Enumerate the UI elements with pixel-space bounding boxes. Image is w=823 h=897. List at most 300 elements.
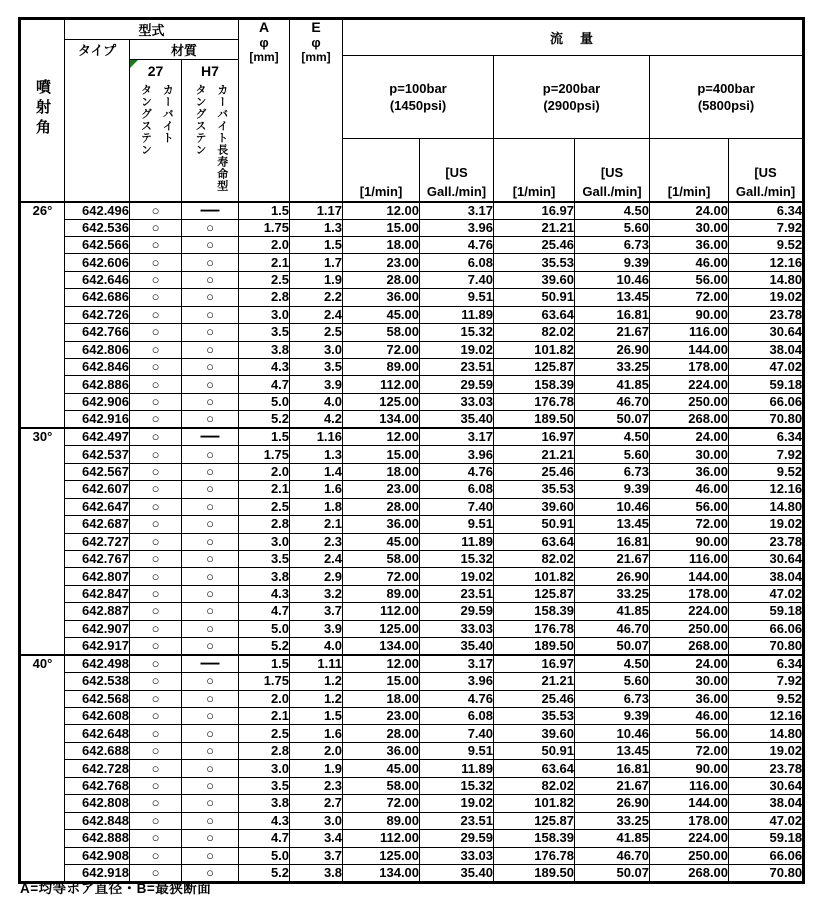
column-header-material-27	[130, 60, 182, 202]
column-header-e-diameter	[290, 19, 343, 202]
flow-100bar-usgal: 33.03	[420, 847, 494, 864]
table-row	[20, 708, 804, 725]
flow-200bar-usgal: 4.50	[575, 655, 650, 673]
table-row	[20, 428, 804, 446]
material-27-mark: ○	[130, 202, 182, 220]
material-27-mark: ○	[130, 219, 182, 236]
flow-400bar-usgal: 59.18	[729, 830, 804, 847]
material-27-mark: ○	[130, 742, 182, 759]
e-diameter-value: 1.17	[290, 202, 343, 220]
type-number: 642.888	[65, 830, 130, 847]
table-row	[20, 760, 804, 777]
e-diameter-value: 4.0	[290, 393, 343, 410]
table-row	[20, 446, 804, 463]
flow-200bar-usgal: 26.90	[575, 341, 650, 358]
flow-400bar-lmin: 144.00	[650, 795, 729, 812]
material-27-mark: ○	[130, 341, 182, 358]
flow-400bar-lmin: 46.00	[650, 254, 729, 271]
flow-400bar-usgal: 59.18	[729, 376, 804, 393]
flow-100bar-usgal: 35.40	[420, 411, 494, 429]
flow-200bar-usgal: 5.60	[575, 219, 650, 236]
pressure-psi-label: (5800psi)	[697, 98, 755, 113]
material-27-mark: ○	[130, 324, 182, 341]
material-h7-mark: ○	[182, 673, 239, 690]
spray-angle-value: 26°	[20, 202, 65, 429]
material-h7-mark: ○	[182, 830, 239, 847]
flow-200bar-lmin: 125.87	[494, 812, 575, 829]
type-number: 642.916	[65, 411, 130, 429]
material-h7-mark: ○	[182, 603, 239, 620]
material-h7-name-left: タングステン	[194, 84, 206, 156]
type-number: 642.906	[65, 393, 130, 410]
a-diameter-value: 2.0	[239, 690, 290, 707]
flow-100bar-lmin: 15.00	[343, 673, 420, 690]
flow-100bar-lmin: 125.00	[343, 393, 420, 410]
material-27-mark: ○	[130, 359, 182, 376]
flow-200bar-lmin: 50.91	[494, 289, 575, 306]
material-h7-mark: ○	[182, 742, 239, 759]
flow-400bar-lmin: 30.00	[650, 673, 729, 690]
flow-400bar-lmin: 56.00	[650, 271, 729, 288]
type-number: 642.768	[65, 777, 130, 794]
table-row	[20, 585, 804, 602]
flow-100bar-lmin: 15.00	[343, 446, 420, 463]
flow-100bar-usgal: 19.02	[420, 341, 494, 358]
a-diameter-value: 1.5	[239, 655, 290, 673]
type-number: 642.498	[65, 655, 130, 673]
flow-400bar-lmin: 224.00	[650, 376, 729, 393]
flow-400bar-usgal: 9.52	[729, 690, 804, 707]
flow-200bar-usgal: 6.73	[575, 463, 650, 480]
material-h7-mark: ○	[182, 359, 239, 376]
unit-gal-label: Gall./min]	[735, 183, 796, 199]
flow-200bar-usgal: 46.70	[575, 393, 650, 410]
pressure-psi-label: (1450psi)	[389, 98, 447, 113]
column-header-spray-angle	[20, 19, 65, 202]
material-h7-mark: ○	[182, 533, 239, 550]
e-diameter-value: 3.9	[290, 620, 343, 637]
unit-us-label: [US	[445, 164, 468, 180]
flow-200bar-usgal: 6.73	[575, 690, 650, 707]
table-row	[20, 289, 804, 306]
flow-200bar-usgal: 41.85	[575, 830, 650, 847]
material-h7-name-right: カーバイト長寿命型	[215, 84, 228, 192]
table-row	[20, 673, 804, 690]
flow-400bar-usgal: 70.80	[729, 411, 804, 429]
material-27-name-left: タングステン	[139, 84, 152, 156]
flow-200bar-usgal: 9.39	[575, 708, 650, 725]
a-diameter-value: 5.0	[239, 393, 290, 410]
a-diameter-value: 2.8	[239, 516, 290, 533]
flow-100bar-lmin: 89.00	[343, 585, 420, 602]
flow-200bar-usgal: 10.46	[575, 498, 650, 515]
a-diameter-value: 2.0	[239, 463, 290, 480]
material-27-mark: ○	[130, 568, 182, 585]
table-row	[20, 777, 804, 794]
e-diameter-value: 2.4	[290, 550, 343, 567]
flow-200bar-usgal: 16.81	[575, 760, 650, 777]
flow-100bar-lmin: 134.00	[343, 411, 420, 429]
flow-100bar-lmin: 12.00	[343, 428, 420, 446]
e-diameter-value: 2.3	[290, 777, 343, 794]
flow-100bar-usgal: 7.40	[420, 498, 494, 515]
material-27-mark: ○	[130, 289, 182, 306]
flow-200bar-lmin: 25.46	[494, 236, 575, 253]
flow-200bar-lmin: 158.39	[494, 830, 575, 847]
flow-400bar-usgal: 19.02	[729, 516, 804, 533]
material-h7-mark: ○	[182, 812, 239, 829]
unit-us-label: [US	[754, 164, 777, 180]
flow-200bar-lmin: 176.78	[494, 847, 575, 864]
flow-200bar-lmin: 101.82	[494, 341, 575, 358]
material-27-name	[130, 84, 181, 156]
flow-200bar-lmin: 50.91	[494, 742, 575, 759]
flow-100bar-lmin: 28.00	[343, 498, 420, 515]
flow-200bar-usgal: 46.70	[575, 847, 650, 864]
e-phi-symbol: φ	[311, 35, 321, 50]
material-27-mark: ○	[130, 708, 182, 725]
flow-200bar-usgal: 50.07	[575, 638, 650, 656]
flow-100bar-usgal: 9.51	[420, 516, 494, 533]
flow-200bar-lmin: 16.97	[494, 202, 575, 220]
flow-100bar-lmin: 36.00	[343, 289, 420, 306]
unit-usgal-400bar	[729, 139, 804, 202]
flow-100bar-lmin: 23.00	[343, 481, 420, 498]
flow-400bar-usgal: 14.80	[729, 725, 804, 742]
e-diameter-value: 1.5	[290, 708, 343, 725]
flow-100bar-lmin: 18.00	[343, 463, 420, 480]
flow-400bar-lmin: 30.00	[650, 219, 729, 236]
flow-200bar-lmin: 35.53	[494, 481, 575, 498]
flow-200bar-lmin: 189.50	[494, 864, 575, 882]
flow-200bar-usgal: 4.50	[575, 202, 650, 220]
flow-200bar-usgal: 46.70	[575, 620, 650, 637]
material-27-mark: ○	[130, 795, 182, 812]
material-27-mark: ○	[130, 271, 182, 288]
flow-100bar-lmin: 72.00	[343, 341, 420, 358]
pressure-bar-label: p=400bar	[697, 81, 755, 96]
flow-100bar-usgal: 19.02	[420, 568, 494, 585]
flow-200bar-usgal: 13.45	[575, 289, 650, 306]
type-number: 642.687	[65, 516, 130, 533]
flow-100bar-usgal: 3.96	[420, 673, 494, 690]
flow-200bar-lmin: 189.50	[494, 638, 575, 656]
material-h7-mark: ○	[182, 271, 239, 288]
material-27-mark: ○	[130, 812, 182, 829]
e-diameter-value: 3.2	[290, 585, 343, 602]
a-diameter-value: 4.3	[239, 585, 290, 602]
flow-400bar-lmin: 24.00	[650, 655, 729, 673]
type-number: 642.647	[65, 498, 130, 515]
type-number: 642.727	[65, 533, 130, 550]
flow-400bar-usgal: 19.02	[729, 289, 804, 306]
type-number: 642.846	[65, 359, 130, 376]
table-row	[20, 341, 804, 358]
flow-400bar-usgal: 47.02	[729, 359, 804, 376]
material-h7-mark: ○	[182, 376, 239, 393]
flow-100bar-lmin: 72.00	[343, 568, 420, 585]
flow-100bar-lmin: 23.00	[343, 708, 420, 725]
e-diameter-value: 1.5	[290, 236, 343, 253]
flow-200bar-usgal: 33.25	[575, 585, 650, 602]
table-header	[20, 19, 804, 202]
flow-400bar-lmin: 224.00	[650, 603, 729, 620]
a-diameter-value: 2.1	[239, 481, 290, 498]
material-h7-mark: ○	[182, 411, 239, 429]
flow-200bar-lmin: 39.60	[494, 498, 575, 515]
table-body	[20, 202, 804, 883]
material-27-mark: ○	[130, 690, 182, 707]
flow-400bar-usgal: 47.02	[729, 812, 804, 829]
spray-angle-value: 40°	[20, 655, 65, 882]
flow-100bar-usgal: 3.17	[420, 428, 494, 446]
a-diameter-value: 1.75	[239, 219, 290, 236]
flow-100bar-usgal: 23.51	[420, 359, 494, 376]
spray-angle-value: 30°	[20, 428, 65, 655]
type-number: 642.567	[65, 463, 130, 480]
table-row	[20, 620, 804, 637]
e-diameter-value: 2.9	[290, 568, 343, 585]
spray-angle-label: 噴射角	[34, 78, 51, 139]
flow-100bar-usgal: 15.32	[420, 550, 494, 567]
flow-200bar-usgal: 5.60	[575, 446, 650, 463]
flow-400bar-lmin: 116.00	[650, 550, 729, 567]
flow-400bar-lmin: 36.00	[650, 690, 729, 707]
flow-400bar-usgal: 19.02	[729, 742, 804, 759]
a-diameter-value: 4.7	[239, 603, 290, 620]
flow-100bar-usgal: 15.32	[420, 324, 494, 341]
a-diameter-value: 2.1	[239, 708, 290, 725]
flow-100bar-usgal: 33.03	[420, 393, 494, 410]
material-27-mark: ○	[130, 306, 182, 323]
material-h7-mark: —	[182, 202, 239, 220]
column-header-material-h7	[182, 60, 239, 202]
flow-400bar-usgal: 70.80	[729, 638, 804, 656]
a-diameter-value: 2.5	[239, 271, 290, 288]
material-h7-mark: ○	[182, 324, 239, 341]
flow-400bar-lmin: 36.00	[650, 236, 729, 253]
flow-200bar-usgal: 41.85	[575, 376, 650, 393]
table-row	[20, 254, 804, 271]
a-phi-symbol: φ	[259, 35, 269, 50]
table-row	[20, 359, 804, 376]
flow-200bar-lmin: 35.53	[494, 708, 575, 725]
flow-200bar-usgal: 33.25	[575, 359, 650, 376]
flow-200bar-lmin: 82.02	[494, 324, 575, 341]
unit-lmin-label: [1/min]	[512, 183, 556, 199]
material-h7-mark: ○	[182, 620, 239, 637]
a-unit: [mm]	[249, 50, 279, 64]
material-27-mark: ○	[130, 481, 182, 498]
table-row	[20, 830, 804, 847]
column-header-pressure-100bar	[343, 56, 494, 139]
flow-400bar-lmin: 72.00	[650, 289, 729, 306]
flow-400bar-lmin: 144.00	[650, 341, 729, 358]
flow-100bar-usgal: 3.96	[420, 219, 494, 236]
a-diameter-value: 2.8	[239, 742, 290, 759]
flow-200bar-lmin: 16.97	[494, 428, 575, 446]
e-diameter-value: 2.7	[290, 795, 343, 812]
unit-us-label: [US	[600, 164, 624, 180]
material-27-mark: ○	[130, 638, 182, 656]
a-diameter-value: 3.0	[239, 306, 290, 323]
flow-100bar-usgal: 7.40	[420, 725, 494, 742]
type-number: 642.648	[65, 725, 130, 742]
flow-400bar-usgal: 30.64	[729, 324, 804, 341]
a-diameter-value: 5.0	[239, 847, 290, 864]
flow-100bar-usgal: 4.76	[420, 690, 494, 707]
flow-100bar-lmin: 45.00	[343, 306, 420, 323]
table-row	[20, 463, 804, 480]
flow-200bar-usgal: 13.45	[575, 516, 650, 533]
material-h7-mark: ○	[182, 516, 239, 533]
a-diameter-value: 5.2	[239, 411, 290, 429]
material-h7-mark: ○	[182, 289, 239, 306]
flow-200bar-lmin: 50.91	[494, 516, 575, 533]
material-27-mark: ○	[130, 620, 182, 637]
flow-100bar-lmin: 12.00	[343, 655, 420, 673]
flow-100bar-usgal: 35.40	[420, 638, 494, 656]
material-h7-mark: ○	[182, 568, 239, 585]
table-row	[20, 324, 804, 341]
a-diameter-value: 2.5	[239, 498, 290, 515]
e-diameter-value: 3.9	[290, 376, 343, 393]
pressure-bar-label: p=100bar	[389, 81, 447, 96]
e-diameter-value: 2.4	[290, 306, 343, 323]
flow-400bar-lmin: 250.00	[650, 393, 729, 410]
a-diameter-value: 5.2	[239, 864, 290, 882]
e-diameter-value: 1.6	[290, 481, 343, 498]
material-27-label: 27	[147, 63, 164, 79]
a-diameter-value: 2.8	[239, 289, 290, 306]
e-letter: E	[311, 19, 321, 35]
flow-100bar-usgal: 19.02	[420, 795, 494, 812]
material-27-mark: ○	[130, 516, 182, 533]
table-row	[20, 603, 804, 620]
flow-200bar-lmin: 101.82	[494, 795, 575, 812]
material-h7-mark: ○	[182, 341, 239, 358]
flow-400bar-lmin: 224.00	[650, 830, 729, 847]
table-row	[20, 271, 804, 288]
e-diameter-value: 2.1	[290, 516, 343, 533]
flow-400bar-lmin: 144.00	[650, 568, 729, 585]
flow-400bar-lmin: 56.00	[650, 498, 729, 515]
flow-200bar-lmin: 21.21	[494, 219, 575, 236]
a-diameter-value: 1.5	[239, 202, 290, 220]
material-27-name-right: カーバイト	[161, 84, 174, 144]
table-row	[20, 795, 804, 812]
type-number: 642.566	[65, 236, 130, 253]
table-row	[20, 725, 804, 742]
material-27-mark: ○	[130, 254, 182, 271]
type-number: 642.808	[65, 795, 130, 812]
unit-lmin-400bar	[650, 139, 729, 202]
flow-200bar-usgal: 4.50	[575, 428, 650, 446]
e-diameter-value: 3.7	[290, 847, 343, 864]
flow-200bar-lmin: 39.60	[494, 271, 575, 288]
table-row	[20, 533, 804, 550]
material-27-mark: ○	[130, 585, 182, 602]
e-diameter-value: 1.6	[290, 725, 343, 742]
flow-100bar-lmin: 134.00	[343, 638, 420, 656]
a-diameter-value: 2.5	[239, 725, 290, 742]
flow-200bar-lmin: 35.53	[494, 254, 575, 271]
flow-400bar-usgal: 14.80	[729, 271, 804, 288]
flow-200bar-usgal: 10.46	[575, 725, 650, 742]
material-h7-mark: ○	[182, 725, 239, 742]
unit-usgal-200bar	[575, 139, 650, 202]
flow-200bar-lmin: 63.64	[494, 306, 575, 323]
flow-100bar-lmin: 45.00	[343, 533, 420, 550]
material-h7-mark: ○	[182, 219, 239, 236]
flow-100bar-usgal: 4.76	[420, 236, 494, 253]
flow-400bar-lmin: 24.00	[650, 202, 729, 220]
flow-400bar-lmin: 46.00	[650, 481, 729, 498]
material-27-mark: ○	[130, 725, 182, 742]
flow-400bar-usgal: 14.80	[729, 498, 804, 515]
material-h7-mark: ○	[182, 393, 239, 410]
flow-200bar-usgal: 33.25	[575, 812, 650, 829]
table-row	[20, 690, 804, 707]
flow-200bar-lmin: 176.78	[494, 620, 575, 637]
e-diameter-value: 3.7	[290, 603, 343, 620]
a-diameter-value: 3.0	[239, 760, 290, 777]
flow-400bar-usgal: 30.64	[729, 777, 804, 794]
flow-400bar-usgal: 23.78	[729, 306, 804, 323]
column-header-material: 材質	[130, 40, 239, 60]
type-number: 642.538	[65, 673, 130, 690]
flow-400bar-usgal: 12.16	[729, 254, 804, 271]
flow-400bar-lmin: 250.00	[650, 620, 729, 637]
a-diameter-value: 3.5	[239, 550, 290, 567]
e-diameter-value: 3.0	[290, 812, 343, 829]
a-letter: A	[258, 19, 270, 35]
type-number: 642.646	[65, 271, 130, 288]
flow-200bar-lmin: 158.39	[494, 603, 575, 620]
flow-100bar-lmin: 125.00	[343, 620, 420, 637]
column-header-a-diameter	[239, 19, 290, 202]
column-header-type: タイプ	[65, 40, 130, 202]
flow-100bar-usgal: 29.59	[420, 376, 494, 393]
flow-100bar-lmin: 58.00	[343, 324, 420, 341]
flow-400bar-usgal: 38.04	[729, 341, 804, 358]
flow-400bar-usgal: 47.02	[729, 585, 804, 602]
type-number: 642.887	[65, 603, 130, 620]
flow-200bar-lmin: 25.46	[494, 463, 575, 480]
unit-usgal-100bar	[420, 139, 494, 202]
type-number: 642.568	[65, 690, 130, 707]
a-diameter-value: 1.75	[239, 446, 290, 463]
flow-200bar-lmin: 82.02	[494, 550, 575, 567]
material-h7-mark: ○	[182, 446, 239, 463]
flow-200bar-lmin: 21.21	[494, 446, 575, 463]
flow-200bar-lmin: 82.02	[494, 777, 575, 794]
flow-400bar-lmin: 90.00	[650, 533, 729, 550]
material-h7-mark: ○	[182, 708, 239, 725]
flow-400bar-usgal: 38.04	[729, 795, 804, 812]
material-27-mark: ○	[130, 533, 182, 550]
flow-400bar-usgal: 38.04	[729, 568, 804, 585]
flow-200bar-usgal: 21.67	[575, 324, 650, 341]
table-row	[20, 481, 804, 498]
flow-100bar-usgal: 29.59	[420, 603, 494, 620]
flow-100bar-usgal: 15.32	[420, 777, 494, 794]
flow-200bar-usgal: 21.67	[575, 777, 650, 794]
flow-100bar-usgal: 23.51	[420, 585, 494, 602]
flow-200bar-usgal: 21.67	[575, 550, 650, 567]
flow-100bar-usgal: 3.96	[420, 446, 494, 463]
material-h7-mark: ○	[182, 481, 239, 498]
